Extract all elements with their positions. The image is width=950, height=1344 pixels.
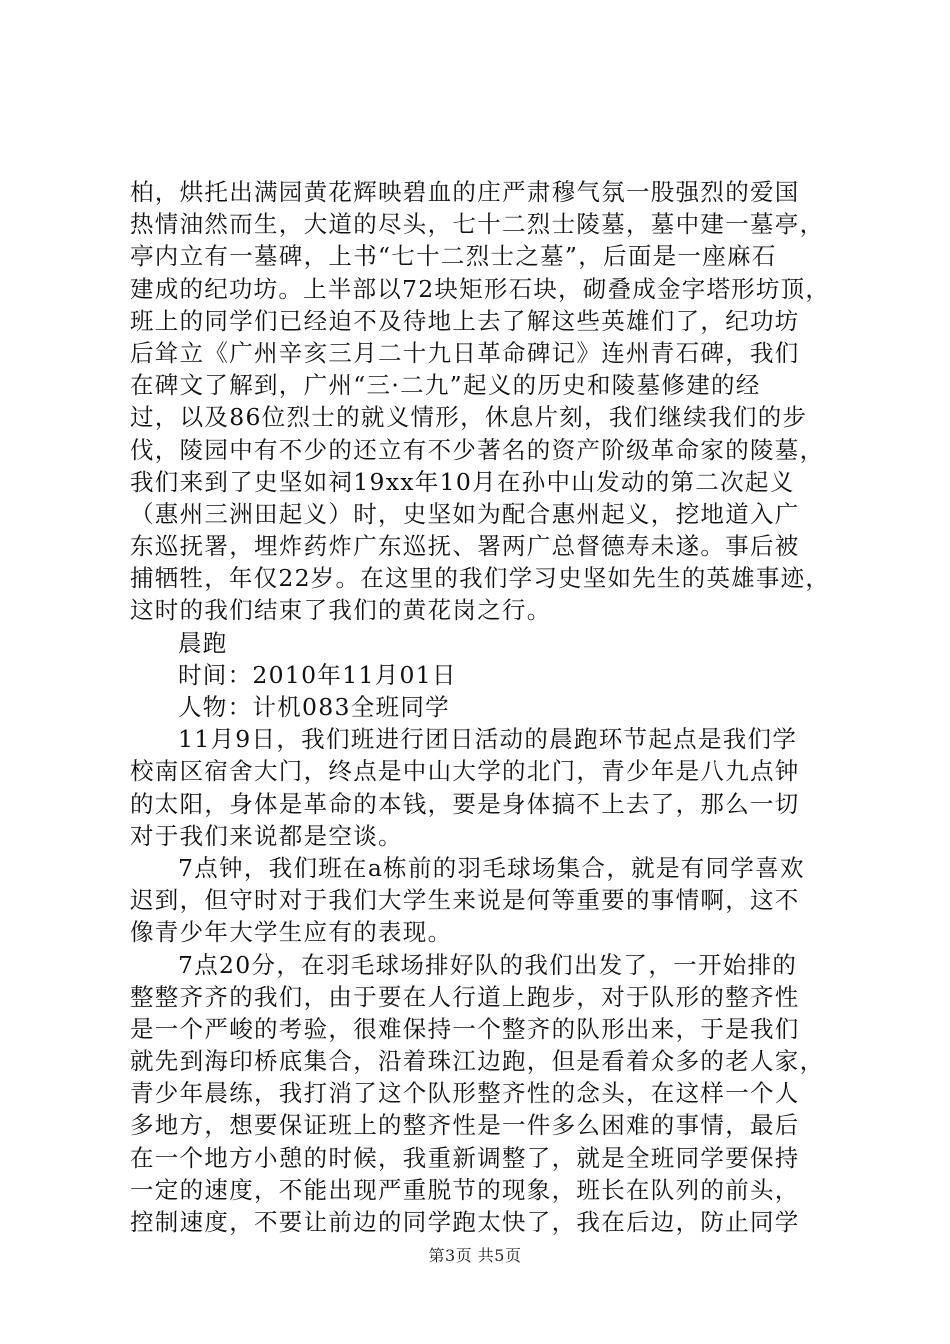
text-line: 捕牺牲，年仅22岁。在这里的我们学习史坚如先生的英雄事迹， xyxy=(130,564,831,593)
text-line: 柏，烘托出满园黄花辉映碧血的庄严肃穆气氛一股强烈的爱国 xyxy=(130,178,800,206)
text-line: 人物：计机083全班同学 xyxy=(178,693,450,721)
text-line: 7点钟，我们班在a栋前的羽毛球场集合，就是有同学喜欢 xyxy=(178,853,805,882)
document-body xyxy=(130,176,830,1238)
text-line: 多地方，想要保证班上的整齐性是一件多么困难的事情，最后 xyxy=(130,1111,800,1140)
text-line: 青少年晨练，我打消了这个队形整齐性的念头，在这样一个人 xyxy=(130,1079,800,1108)
text-line: 的太阳，身体是革命的本钱，要是身体搞不上去了，那么一切 xyxy=(130,789,800,818)
text-line: 班上的同学们已经迫不及待地上去了解这些英雄们了，纪功坊 xyxy=(130,306,800,335)
text-line: 像青少年大学生应有的表现。 xyxy=(130,918,453,947)
page-footer xyxy=(0,1243,950,1266)
text-line: 在一个地方小憩的时候，我重新调整了，就是全班同学要保持 xyxy=(130,1143,800,1172)
text-line: 是一个严峻的考验，很难保持一个整齐的队形出来，于是我们 xyxy=(130,1014,800,1043)
text-line: 晨跑 xyxy=(178,628,228,657)
text-line: 就先到海印桥底集合，沿着珠江边跑，但是看着众多的老人家， xyxy=(130,1047,825,1076)
text-line: 东巡抚署，埋炸药炸广东巡抚、署两广总督德寿未遂。事后被 xyxy=(130,532,800,561)
text-line: 校南区宿舍大门，终点是中山大学的北门，青少年是八九点钟 xyxy=(130,757,800,786)
text-line: 迟到，但守时对于我们大学生来说是何等重要的事情啊，这不 xyxy=(130,886,800,915)
text-line: 整整齐齐的我们，由于要在人行道上跑步，对于队形的整齐性 xyxy=(130,982,800,1011)
text-line: 一定的速度，不能出现严重脱节的现象，班长在队列的前头， xyxy=(130,1175,800,1204)
text-line: 伐，陵园中有不少的还立有不少著名的资产阶级革命家的陵墓， xyxy=(130,435,825,464)
text-line: 这时的我们结束了我们的黄花岗之行。 xyxy=(130,596,552,625)
text-line: 11月9日，我们班进行团日活动的晨跑环节起点是我们学 xyxy=(178,725,798,754)
text-line: （惠州三洲田起义）时，史坚如为配合惠州起义，挖地道入广 xyxy=(130,499,800,528)
text-line: 对于我们来说都是空谈。 xyxy=(130,821,403,850)
text-line: 热情油然而生，大道的尽头，七十二烈士陵墓，墓中建一墓亭， xyxy=(130,210,825,239)
text-line: 建成的纪功坊。上半部以72块矩形石块，砌叠成金字塔形坊顶， xyxy=(130,274,831,303)
text-line: 在碑文了解到，广州“三·二九”起义的历史和陵墓修建的经 xyxy=(130,371,761,400)
text-line: 亭内立有一墓碑，上书“七十二烈士之墓”，后面是一座麻石 xyxy=(130,242,777,271)
page-number-label: 第3页 共5页 xyxy=(428,1246,522,1265)
text-line: 过，以及86位烈士的就义情形，休息片刻，我们继续我们的步 xyxy=(130,403,808,432)
text-line: 我们来到了史坚如祠19xx年10月在孙中山发动的第二次起义 xyxy=(130,467,795,496)
text-line: 控制速度，不要让前边的同学跑太快了，我在后边，防止同学 xyxy=(130,1208,800,1236)
text-line: 7点20分，在羽毛球场排好队的我们出发了，一开始排的 xyxy=(178,950,798,979)
text-line: 后耸立《广州辛亥三月二十九日革命碑记》连州青石碑，我们 xyxy=(130,338,800,367)
text-line: 时间：2010年11月01日 xyxy=(178,660,457,689)
